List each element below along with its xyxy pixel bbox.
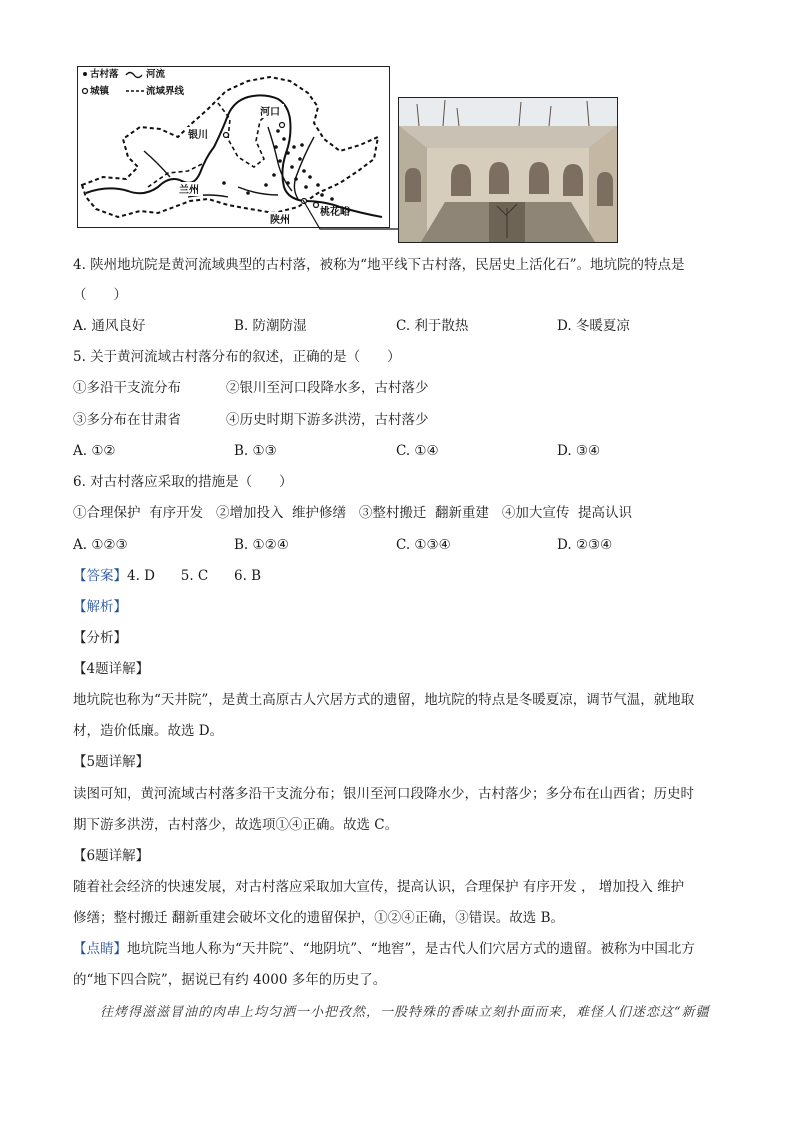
q5-option-a[interactable]: A. ①② <box>73 443 116 459</box>
q5-stem: 5. 关于黄河流域古村落分布的叙述，正确的是（ ） <box>73 349 401 365</box>
dianjing-tag: 【点睛】 <box>73 941 127 957</box>
q5-option-c[interactable]: C. ①④ <box>396 443 439 459</box>
answer-line <box>73 566 261 586</box>
label-lanzhou: 兰州 <box>179 185 199 196</box>
q5-option-d[interactable]: D. ③④ <box>557 443 601 459</box>
detail4-line2: 材，造价低廉。故选 D。 <box>73 723 224 739</box>
legend-town: 城镇 <box>90 86 110 97</box>
town-legend-icon <box>83 89 88 94</box>
q5-statement-4: ④历史时期下游多洪涝，古村落少 <box>226 412 429 428</box>
q6-option-c[interactable]: C. ①③④ <box>396 537 451 553</box>
detail4-title: 【4题详解】 <box>73 661 150 677</box>
taohuayu-town-icon <box>314 203 319 208</box>
label-taohuayu: 桃花峪 <box>320 207 350 218</box>
river-legend-icon <box>126 73 142 78</box>
q6-option-b[interactable]: B. ①②④ <box>234 537 289 553</box>
q6-stem: 6. 对古村落应采取的措施是（ ） <box>73 474 293 490</box>
tributary-line-4 <box>238 187 278 195</box>
yinchuan-town-icon <box>224 133 229 138</box>
q4-option-b[interactable]: B. 防潮防湿 <box>234 318 307 334</box>
detail6-title: 【6题详解】 <box>73 848 150 864</box>
dianjing-line1 <box>73 939 695 959</box>
q4-bracket: （ ） <box>73 287 127 303</box>
label-hekou: 河口 <box>260 107 280 118</box>
shanzhou-town-icon <box>302 199 307 204</box>
village-legend-icon <box>83 72 87 76</box>
label-shanzhou: 陕州 <box>270 215 290 226</box>
q5-statement-3: ③多分布在甘肃省 <box>73 412 181 428</box>
dianjing-line2: 的“地下四合院”，据说已有约 4000 多年的历史了。 <box>73 972 387 988</box>
detail5-title: 【5题详解】 <box>73 754 150 770</box>
detail5-line2: 期下游多洪涝，古村落少，故选项①④正确。故选 C。 <box>73 817 399 833</box>
q6-option-a[interactable]: A. ①②③ <box>73 537 128 553</box>
answer-tag: 【答案】 <box>73 568 127 584</box>
detail5-line1: 读图可知，黄河流域古村落多沿干支流分布；银川至河口段降水少，古村落少；多分布在山西省；历史时 <box>73 786 694 802</box>
answer-text: 4. D 5. C 6. B <box>127 568 262 584</box>
basin-border-line <box>82 77 378 217</box>
q4-stem: 4. 陕州地坑院是黄河流域典型的古村落，被称为“地平线下古村落，民居史上活化石”。地坑院的特点是 <box>73 257 685 273</box>
courtyard-photo-svg <box>399 98 617 242</box>
tributary-line-1 <box>144 151 170 177</box>
map-legend <box>83 68 185 97</box>
hekou-town-icon <box>280 123 285 128</box>
q6-option-d[interactable]: D. ②③④ <box>557 537 613 553</box>
sunken-courtyard-photo <box>398 97 618 243</box>
detail4-line1: 地坑院也称为“天井院”，是黄土高原古人穴居方式的遗留，地坑院的特点是冬暖夏凉，调节气温，就地取 <box>73 692 695 708</box>
q5-statement-1: ①多沿干支流分布 <box>73 380 181 396</box>
legend-border: 流域界线 <box>146 86 185 97</box>
q4-option-a[interactable]: A. 通风良好 <box>73 318 146 334</box>
label-yinchuan: 银川 <box>188 130 208 141</box>
detail6-line1: 随着社会经济的快速发展，对古村落应采取加大宣传，提高认识，合理保护 有序开发 ， 增加投入 维护 <box>73 879 685 895</box>
map-svg <box>78 67 389 227</box>
footer-excerpt: 往烤得滋滋冒油的肉串上均匀洒一小把孜然，一股特殊的香味立刻扑面而来，难怪人们迷恋这“新疆 <box>100 1005 710 1020</box>
legend-village: 古村落 <box>90 69 119 80</box>
dianjing-text1: 地坑院当地人称为“天井院”、“地阴坑”、“地窖”，是古代人们穴居方式的遗留。被称为中国北方 <box>127 941 695 957</box>
q5-option-b[interactable]: B. ①③ <box>234 443 277 459</box>
q5-statement-2: ②银川至河口段降水多，古村落少 <box>226 380 429 396</box>
q4-option-d[interactable]: D. 冬暖夏凉 <box>557 318 630 334</box>
yellow-river-map <box>77 66 390 228</box>
tributary-line-3 <box>294 137 314 199</box>
q4-option-c[interactable]: C. 利于散热 <box>396 318 469 334</box>
legend-river: 河流 <box>146 69 166 80</box>
fenxi-heading: 【分析】 <box>73 630 127 646</box>
yellow-river-line <box>86 95 382 217</box>
q6-statements: ①合理保护 有序开发 ②增加投入 维护修缮 ③整村搬迁 翻新重建 ④加大宣传 提高认识 <box>73 505 632 521</box>
analysis-tag: 【解析】 <box>73 599 127 615</box>
detail6-line2: 修缮；整村搬迁 翻新重建会破坏文化的遗留保护，①②④正确，③错误。故选 B。 <box>73 910 565 926</box>
